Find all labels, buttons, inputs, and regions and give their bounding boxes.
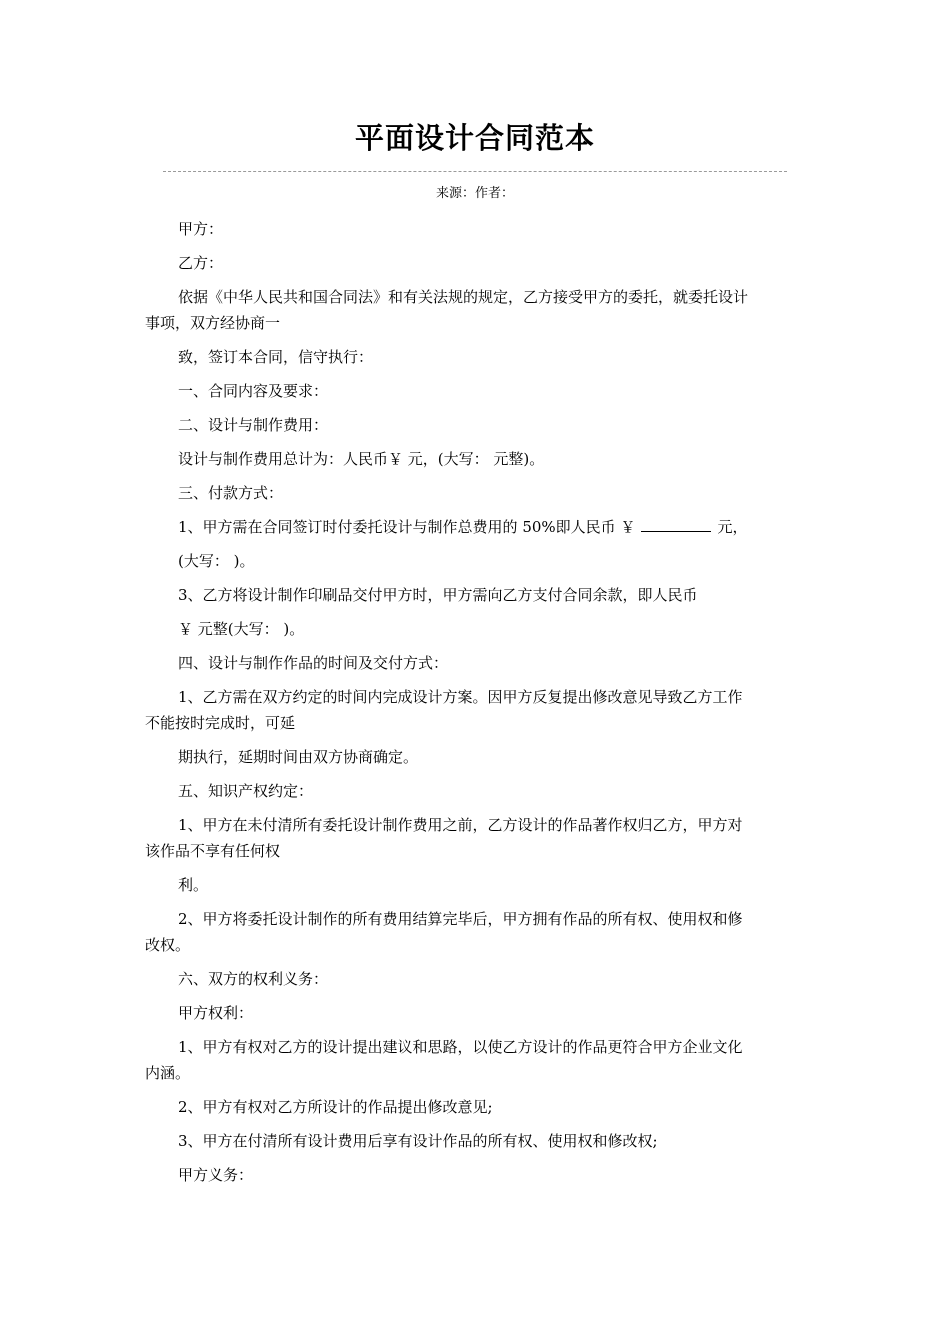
rights-1-line-2: 内涵。 [145,1064,191,1082]
section-1-heading: 一、合同内容及要求： [178,382,329,400]
schedule-1-line-1: 1、乙方需在双方约定的时间内完成设计方案。因甲方反复提出修改意见导致乙方工作 [178,688,743,706]
payment-1-text: 1、甲方需在合同签订时付委托设计与制作总费用的 50%即人民币 ￥ [178,518,636,536]
payment-1-capital: (大写： )。 [178,552,255,570]
schedule-1-line-3: 期执行，延期时间由双方协商确定。 [178,748,419,766]
rights-1-line-1: 1、甲方有权对乙方的设计提出建议和思路，以使乙方设计的作品更符合甲方企业文化 [178,1038,743,1056]
ip-1-line-2: 该作品不享有任何权 [145,842,281,860]
party-a-line: 甲方： [178,220,224,238]
party-a-rights-heading: 甲方权利： [178,1004,254,1022]
title-divider [163,171,787,172]
schedule-1-line-2: 不能按时完成时，可延 [145,714,296,732]
payment-3-line: 3、乙方将设计制作印刷品交付甲方时，甲方需向乙方支付合同余款，即人民币 [178,586,698,604]
section-6-heading: 六、双方的权利义务： [178,970,329,988]
document-meta [0,184,950,204]
ip-1-line-1: 1、甲方在未付清所有委托设计制作费用之前，乙方设计的作品著作权归乙方，甲方对 [178,816,743,834]
section-4-heading: 四、设计与制作作品的时间及交付方式： [178,654,449,672]
section-5-heading: 五、知识产权约定： [178,782,314,800]
section-3-heading: 三、付款方式： [178,484,284,502]
amount-blank [641,517,711,532]
ip-2-line-2: 改权。 [145,936,191,954]
ip-2-line-1: 2、甲方将委托设计制作的所有费用结算完毕后，甲方拥有作品的所有权、使用权和修 [178,910,743,928]
payment-1-line [145,514,810,540]
author-label: 作者： [475,186,515,201]
section-2-heading: 二、设计与制作费用： [178,416,329,434]
preamble-line-2: 事项，双方经协商一 [145,314,281,332]
payment-3-amount: ￥ 元整(大写： )。 [178,620,305,638]
rights-2-line: 2、甲方有权对乙方所设计的作品提出修改意见; [178,1098,493,1116]
document-body [145,216,810,1188]
preamble-line-1: 依据《中华人民共和国合同法》和有关法规的规定，乙方接受甲方的委托，就委托设计 [178,288,749,306]
preamble-line-3: 致，签订本合同，信守执行： [178,348,374,366]
source-label: 来源： [435,186,475,201]
payment-1-unit: 元， [717,518,748,536]
ip-1-line-3: 利。 [178,876,209,894]
party-b-line: 乙方： [178,254,224,272]
rights-3-line: 3、甲方在付清所有设计费用后享有设计作品的所有权、使用权和修改权; [178,1132,658,1150]
party-a-obligations-heading: 甲方义务： [178,1166,254,1184]
document-title: 平面设计合同范本 [354,121,595,155]
fee-total-line: 设计与制作费用总计为：人民币￥ 元，(大写： 元整)。 [178,450,545,468]
